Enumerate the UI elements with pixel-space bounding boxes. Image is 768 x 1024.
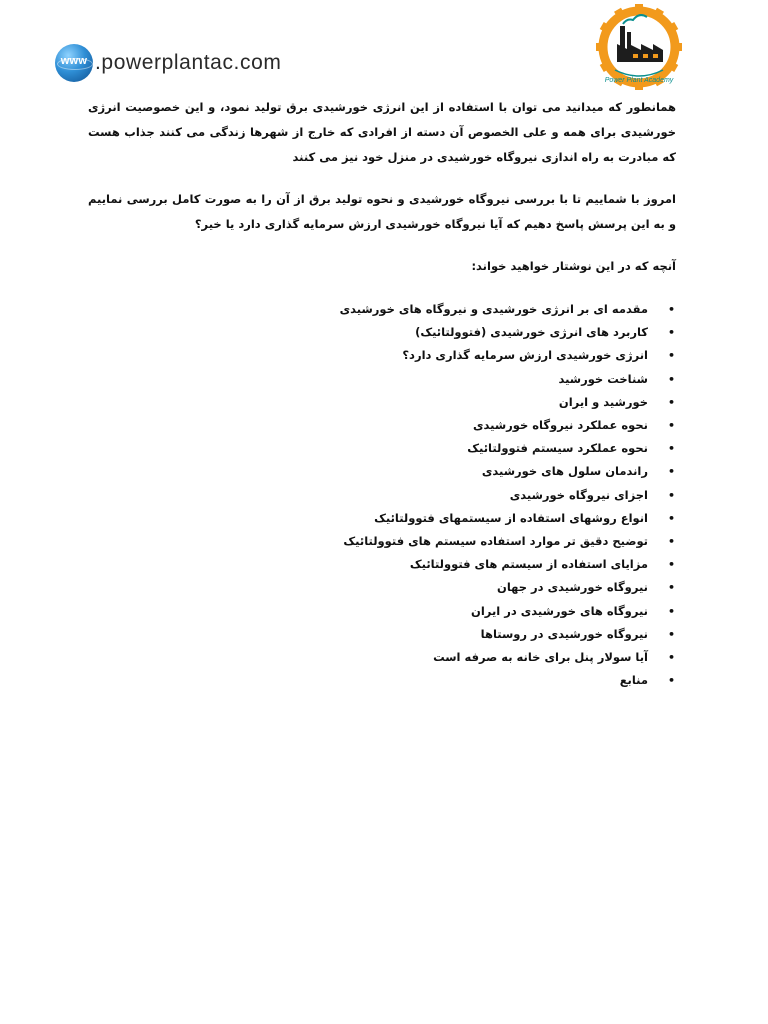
toc-item-label: مزایای استفاده از سیستم های فتوولتائیک: [409, 557, 648, 572]
bullet-icon: •: [667, 349, 675, 363]
page-header: [0, 0, 768, 95]
toc-item-label: نحوه عملکرد نیروگاه خورشیدی: [472, 418, 648, 433]
toc-item-label: اجزای نیروگاه خورشیدی: [509, 487, 648, 502]
bullet-icon: •: [667, 604, 675, 618]
bullet-icon: •: [667, 326, 675, 340]
toc-item: [88, 507, 675, 530]
toc-item-label: نیروگاه خورشیدی در روستاها: [480, 626, 648, 641]
toc-item: [88, 623, 675, 646]
intro-paragraph-1: همانطور که میدانید می توان با استفاده از این انرژی خورشیدی برق تولید نمود، و این خصوصیت انرژی خورشیدی برای همه و علی الخصوص آن دسته از افرادی که خارج از شهرها زندگی می کنند جذاب هست که مبادرت به راه اندازی نیروگاه خورشیدی در منزل خود نیز می کنند: [88, 100, 676, 164]
document-body: [88, 95, 676, 692]
toc-item: [88, 321, 675, 344]
toc-item-label: خورشید و ایران: [558, 394, 648, 409]
bullet-icon: •: [667, 674, 675, 688]
toc-item-label: نحوه عملکرد سیستم فتوولتائیک: [467, 441, 648, 456]
toc-item-label: مقدمه ای بر انرژی خورشیدی و نیروگاه های خورشیدی: [339, 302, 648, 316]
bullet-icon: •: [667, 372, 675, 386]
toc-item: [88, 298, 675, 321]
toc-item-label: آیا سولار پنل برای خانه به صرفه است: [433, 650, 648, 665]
factory-icon: [608, 15, 670, 78]
bullet-icon: •: [667, 303, 675, 316]
toc-item-label: نیروگاه های خورشیدی در ایران: [471, 603, 648, 618]
toc-item: [88, 391, 675, 414]
toc-list: [88, 298, 676, 692]
toc-item-label: توضیح دقیق تر موارد استفاده سیستم های فتوولتائیک: [343, 534, 648, 549]
toc-item: [88, 553, 675, 576]
toc-item: [88, 460, 675, 483]
bullet-icon: •: [667, 465, 675, 479]
toc-item: [88, 600, 675, 623]
bullet-icon: •: [667, 419, 675, 433]
site-domain-text: .powerplantac.com: [95, 51, 282, 74]
toc-item-label: انواع روشهای استفاده از سیستمهای فتوولتائیک: [374, 510, 648, 525]
bullet-icon: •: [667, 442, 675, 456]
bullet-icon: •: [667, 581, 675, 595]
toc-item: [88, 576, 675, 599]
toc-item: [88, 414, 675, 437]
toc-item: [88, 368, 675, 391]
globe-logo-text: www: [60, 55, 88, 67]
toc-item-label: کاربرد های انرژی خورشیدی (فتوولتائیک): [415, 325, 648, 340]
toc-heading: آنچه که در این نوشتار خواهید خواند:: [471, 259, 676, 273]
toc-item-label: نیروگاه خورشیدی در جهان: [497, 580, 648, 595]
bullet-icon: •: [667, 627, 675, 641]
toc-item: [88, 344, 675, 367]
toc-item: [88, 437, 675, 460]
toc-item-label: راندمان سلول های خورشیدی: [481, 464, 648, 479]
toc-item: [88, 669, 675, 692]
toc-item-label: انرژی خورشیدی ارزش سرمایه گذاری دارد؟: [402, 348, 648, 363]
toc-item: [88, 646, 675, 669]
bullet-icon: •: [667, 535, 675, 549]
toc-item-label: منابع: [619, 673, 648, 688]
toc-item-label: شناخت خورشید: [558, 371, 648, 386]
bullet-icon: •: [667, 395, 675, 409]
academy-logo-caption: Power Plant Academy: [604, 77, 674, 84]
intro-paragraph-2: امروز با شماییم تا با بررسی نیروگاه خورشیدی و نحوه تولید برق از آن را به صورت کامل بررسی نماییم و به این پرسش پاسخ دهیم که آیا نیروگاه خورشیدی ارزش سرمایه گذاری دارد یا خیر؟: [88, 192, 676, 231]
globe-icon: [55, 44, 93, 82]
site-logo: [55, 42, 281, 84]
bullet-icon: •: [667, 488, 675, 502]
bullet-icon: •: [667, 511, 675, 525]
bullet-icon: •: [667, 558, 675, 572]
bullet-icon: •: [667, 651, 675, 665]
toc-item: [88, 484, 675, 507]
toc-item: [88, 530, 675, 553]
